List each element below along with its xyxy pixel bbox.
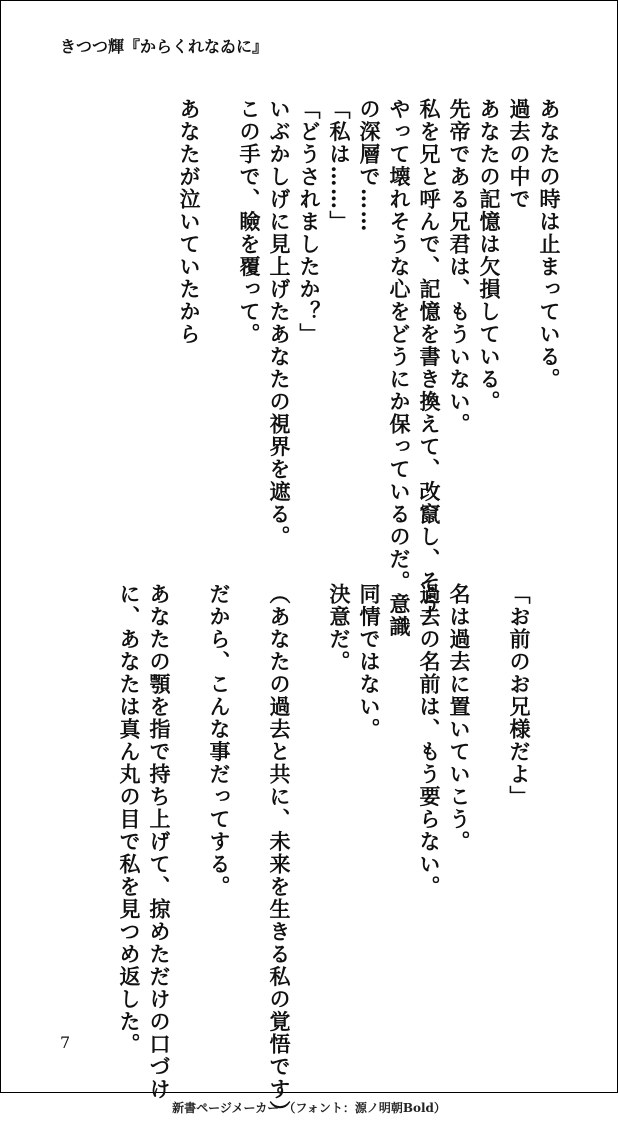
text-line: 先帝である兄君は、もういない。	[447, 98, 472, 436]
text-line: 名は過去に置いていこう。	[447, 583, 472, 853]
text-line: あなたが泣いていたから	[177, 98, 202, 346]
text-line: 過去の名前は、もう要らない。	[417, 583, 442, 898]
upper-text-block	[174, 98, 564, 638]
blank-line	[294, 583, 324, 1123]
lower-text-block	[114, 583, 564, 1123]
text-line: 決意だ。	[327, 583, 352, 673]
blank-line	[174, 583, 204, 1123]
running-header: きつつ輝『からくれなゐに』	[60, 37, 269, 56]
blank-line	[474, 583, 504, 1123]
text-line: やって壊れそうな心をどうにか保っているのだ。意識	[387, 98, 412, 638]
blank-line	[234, 583, 264, 1123]
page-number: 7	[60, 1033, 71, 1052]
text-line: の深層で……	[357, 98, 382, 233]
text-line: この手で、瞼を覆って。	[237, 98, 262, 346]
text-line: いぶかしげに見上げたあなたの視界を遮る。	[267, 98, 292, 548]
text-line: 「どうされましたか？」	[297, 98, 322, 346]
text-line: （あなたの過去と共に、未来を生きる私の覚悟です）	[267, 583, 292, 1123]
blank-line	[204, 98, 234, 638]
text-line: 私を兄と呼んで、記憶を書き換えて、改竄し、そう	[417, 98, 442, 616]
text-line: だから、こんな事だってする。	[207, 583, 232, 898]
text-line: あなたの時は止まっている。	[537, 98, 562, 391]
text-line: あなたの顎を指で持ち上げて、掠めただけの口づけ	[147, 583, 172, 1101]
text-line: 同情ではない。	[357, 583, 382, 741]
text-line: 「私は……」	[327, 98, 352, 233]
text-line: あなたの記憶は欠損している。	[477, 98, 502, 413]
footer-credit: 新書ページメーカー （フォント：源ノ明朝Bold）	[172, 1101, 446, 1115]
text-line: 「お前のお兄様だよ」	[507, 583, 532, 808]
text-line: 過去の中で	[507, 98, 532, 211]
blank-line	[384, 583, 414, 1123]
text-line: に、あなたは真ん丸の目で私を見つめ返した。	[117, 583, 142, 1056]
blank-line	[534, 583, 564, 1123]
